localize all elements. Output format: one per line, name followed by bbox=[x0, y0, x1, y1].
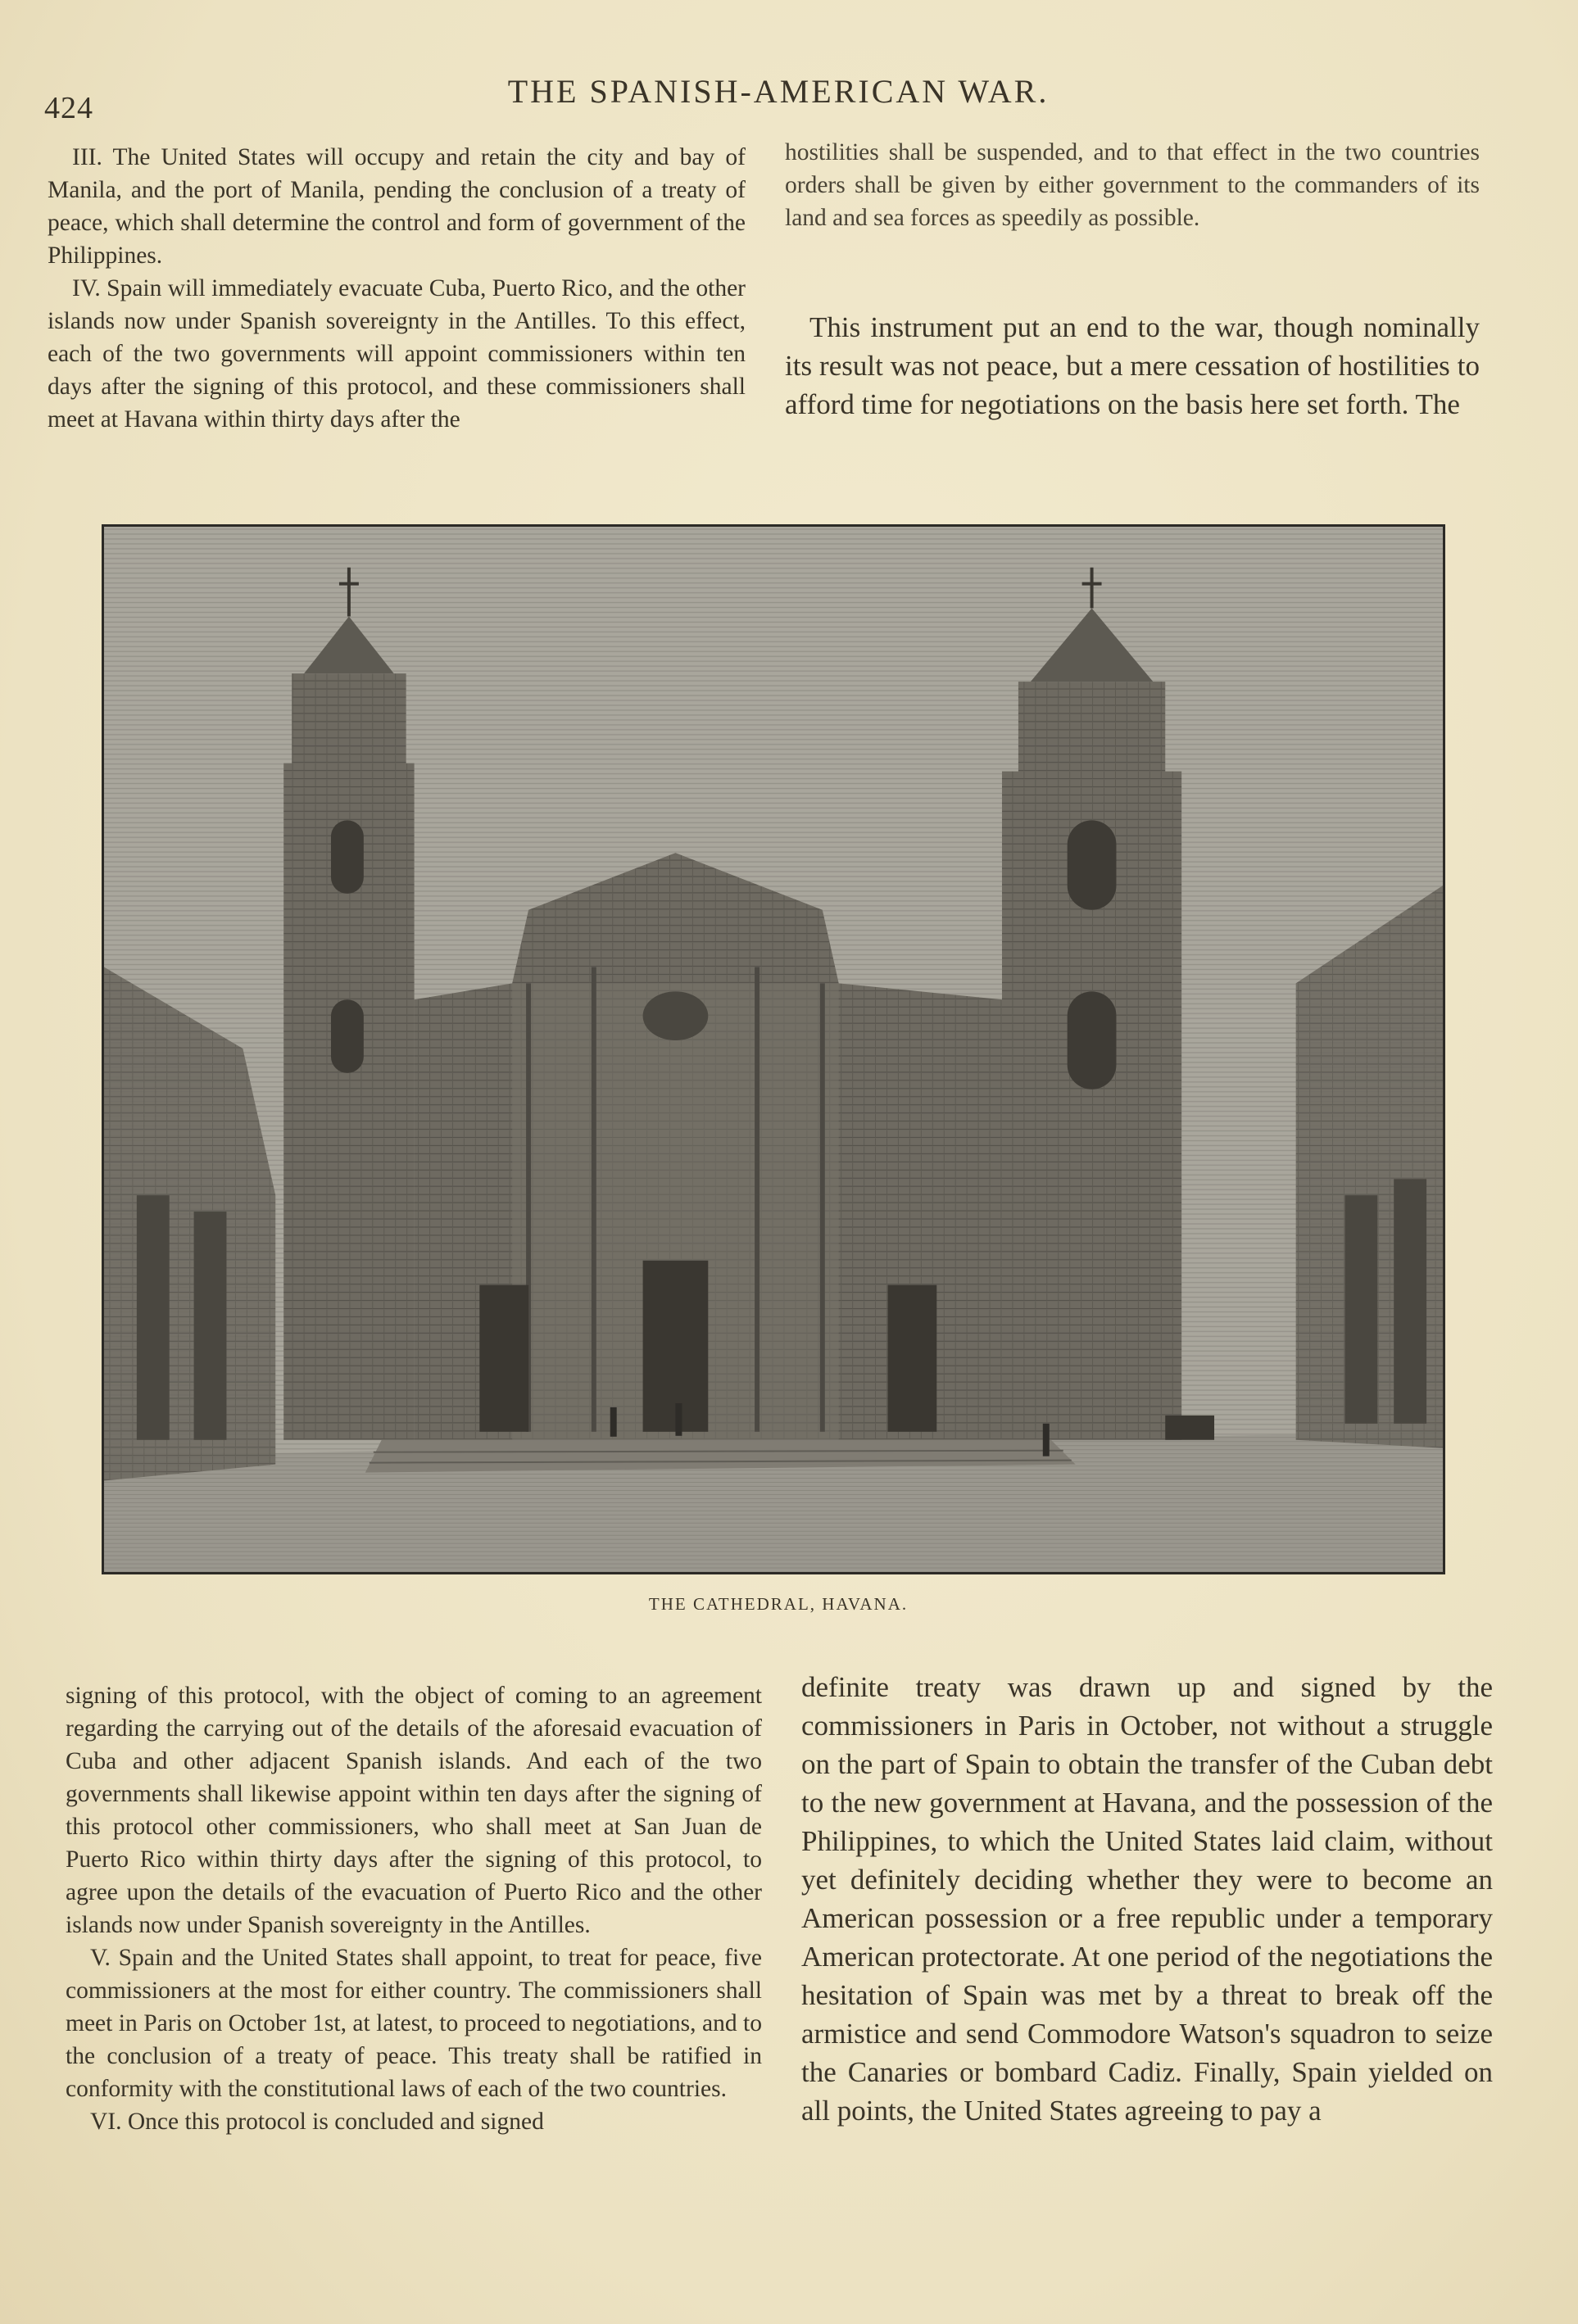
narrative-paragraph-1: This instrument put an end to the war, though nominally its result was not peace, but a mere cessation of hostilities to afford time for negotiations on the basis here set forth. The bbox=[785, 311, 1480, 420]
hostilities-paragraph: hostilities shall be suspended, and to that effect in the two countries orders shall be given by either government to the commanders of its land and sea forces as speedily as possible. bbox=[785, 139, 1480, 231]
top-left-column bbox=[48, 141, 746, 436]
article-vi-paragraph: VI. Once this protocol is concluded and signed bbox=[90, 2109, 544, 2135]
top-right-protocol-text bbox=[785, 136, 1480, 234]
running-title: THE SPANISH-AMERICAN WAR. bbox=[507, 73, 1050, 110]
cathedral-engraving bbox=[104, 527, 1443, 1572]
article-iii-paragraph: III. The United States will occupy and retain the city and bay of Manila, and the port of Manila, pending the conclusion of a treaty of peace, which shall determine the control and form of government of the Philippines. bbox=[48, 144, 746, 269]
cathedral-illustration bbox=[102, 524, 1445, 1574]
article-iv-continuation: signing of this protocol, with the object of coming to an agreement regarding the carrying out of the details of the aforesaid evacuation of Cuba and other adjacent Spanish islands. And each of the two governments shall likewise appoint within ten days after the signing of this protocol other commissioners, who shall meet at San Juan de Puerto Rico within thirty days after the signing of this protocol, to agree upon the details of the evacuation of Puerto Rico and the other islands now under Spanish sovereignty in the Antilles. bbox=[66, 1683, 762, 1938]
article-v-paragraph: V. Spain and the United States shall appoint, to treat for peace, five commissioners at the most for either country. The commissioners shall meet in Paris on October 1st, at latest, to proceed to negotiations, and to the conclusion of a treaty of peace. This treaty shall be ratified in conformity with the constitutional laws of each of the two countries. bbox=[66, 1945, 762, 2102]
page-number: 424 bbox=[44, 91, 93, 125]
bottom-right-column bbox=[801, 1668, 1493, 2130]
narrative-paragraph-2: definite treaty was drawn up and signed by the commissioners in Paris in October, not without a struggle on the part of Spain to obtain the transfer of the Cuban debt to the new government at Havana, and the possession of the Philippines, to which the United States laid claim, without yet definitely deciding whether they were to become an American possession or a free republic under a temporary American protectorate. At one period of the negotiations the hesitation of Spain was met by a threat to break off the armistice and send Commodore Watson's squadron to seize the Canaries or bombard Cadiz. Finally, Spain yielded on all points, the United States agreeing to pay a bbox=[801, 1671, 1493, 2127]
top-right-narrative bbox=[785, 308, 1480, 424]
figure-caption: THE CATHEDRAL, HAVANA. bbox=[648, 1594, 909, 1614]
article-iv-paragraph: IV. Spain will immediately evacuate Cuba, Puerto Rico, and the other islands now under Spanish sovereignty in the Antilles. To this effect, each of the two governments will appoint commissioners within ten days after the signing of this protocol, and these commissioners shall meet at Havana within thirty days after the bbox=[48, 275, 746, 433]
bottom-left-column bbox=[66, 1679, 762, 2138]
